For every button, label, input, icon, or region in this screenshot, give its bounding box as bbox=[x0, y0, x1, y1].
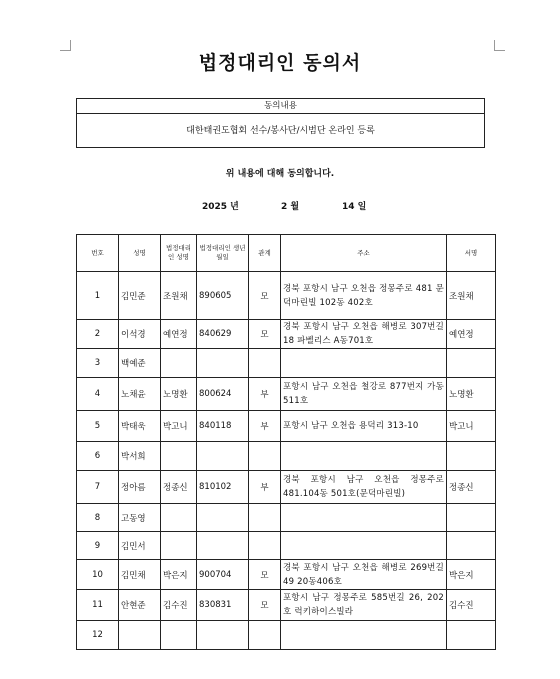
cell-signature bbox=[447, 504, 496, 532]
date-month: 2 월 bbox=[281, 202, 300, 212]
table-row bbox=[77, 411, 496, 442]
cell-address: 경북 포항시 남구 오천읍 해병로 269번길 49 20동406호 bbox=[281, 560, 447, 590]
cell-guardian: 박은지 bbox=[161, 560, 197, 590]
cell-address bbox=[281, 532, 447, 560]
cell-name: 정아름 bbox=[119, 471, 161, 504]
cell-guardian: 김수진 bbox=[161, 590, 197, 621]
cell-name: 노채윤 bbox=[119, 378, 161, 411]
cell-no: 4 bbox=[77, 378, 119, 411]
cell-birth bbox=[197, 621, 249, 650]
document-title: 법정대리인 동의서 bbox=[198, 52, 362, 74]
cell-address bbox=[281, 442, 447, 471]
date-year: 2025 년 bbox=[202, 202, 239, 212]
signature-table bbox=[76, 234, 496, 650]
cell-no: 7 bbox=[77, 471, 119, 504]
cell-birth: 840118 bbox=[197, 411, 249, 442]
cell-guardian bbox=[161, 532, 197, 560]
agree-statement: 위 내용에 대해 동의합니다. bbox=[225, 169, 335, 179]
cell-address: 경북 포항시 남구 오천읍 정몽주로 481.104동 501호(문덕마린빌) bbox=[281, 471, 447, 504]
cell-no: 11 bbox=[77, 590, 119, 621]
cell-relation: 부 bbox=[249, 471, 281, 504]
cell-signature bbox=[447, 532, 496, 560]
cell-guardian bbox=[161, 442, 197, 471]
table-row bbox=[77, 349, 496, 378]
table-row bbox=[77, 471, 496, 504]
cell-no: 5 bbox=[77, 411, 119, 442]
cell-address bbox=[281, 349, 447, 378]
cell-address: 포항시 남구 오천읍 철강로 877번지 가동 511호 bbox=[281, 378, 447, 411]
cell-relation bbox=[249, 442, 281, 471]
cell-signature: 김수진 bbox=[447, 590, 496, 621]
cell-birth bbox=[197, 349, 249, 378]
cell-name: 안현준 bbox=[119, 590, 161, 621]
table-row bbox=[77, 272, 496, 320]
cell-address: 포항시 남구 정몽주로 585번길 26, 202호 럭키하이스빌라 bbox=[281, 590, 447, 621]
table-header-row bbox=[77, 235, 496, 272]
cell-guardian: 예연정 bbox=[161, 320, 197, 349]
cell-relation: 모 bbox=[249, 560, 281, 590]
cell-address: 포항시 남구 오천읍 용덕리 313-10 bbox=[281, 411, 447, 442]
date-day: 14 일 bbox=[342, 202, 367, 212]
cell-signature bbox=[447, 442, 496, 471]
cell-signature: 박고니 bbox=[447, 411, 496, 442]
header-no: 번호 bbox=[77, 235, 119, 272]
header-name: 성명 bbox=[119, 235, 161, 272]
cell-birth: 890605 bbox=[197, 272, 249, 320]
cell-relation: 모 bbox=[249, 320, 281, 349]
table-row bbox=[77, 504, 496, 532]
cell-guardian: 정종신 bbox=[161, 471, 197, 504]
cell-no: 8 bbox=[77, 504, 119, 532]
cell-signature: 박은지 bbox=[447, 560, 496, 590]
header-guardian: 법정대리 인 성명 bbox=[161, 235, 197, 272]
cell-signature bbox=[447, 349, 496, 378]
cell-no: 12 bbox=[77, 621, 119, 650]
consent-content: 대한태권도협회 선수/봉사단/시범단 온라인 등록 bbox=[186, 126, 375, 136]
cell-name: 김민준 bbox=[119, 272, 161, 320]
cell-name: 박태욱 bbox=[119, 411, 161, 442]
table-row bbox=[77, 320, 496, 349]
table-row bbox=[77, 590, 496, 621]
cell-birth: 800624 bbox=[197, 378, 249, 411]
cell-relation: 모 bbox=[249, 590, 281, 621]
cell-birth bbox=[197, 504, 249, 532]
table-row bbox=[77, 442, 496, 471]
header-relation: 관계 bbox=[249, 235, 281, 272]
cell-no: 6 bbox=[77, 442, 119, 471]
table-row bbox=[77, 532, 496, 560]
cell-address: 경북 포항시 남구 오천읍 정몽주로 481 문덕마린빌 102동 402호 bbox=[281, 272, 447, 320]
cell-signature: 조원채 bbox=[447, 272, 496, 320]
cell-name: 백예준 bbox=[119, 349, 161, 378]
cell-signature bbox=[447, 621, 496, 650]
cell-relation bbox=[249, 532, 281, 560]
cell-relation: 모 bbox=[249, 272, 281, 320]
cell-birth: 840629 bbox=[197, 320, 249, 349]
cell-signature: 예연정 bbox=[447, 320, 496, 349]
table-row bbox=[77, 621, 496, 650]
table-row bbox=[77, 378, 496, 411]
cell-relation: 부 bbox=[249, 378, 281, 411]
cell-guardian bbox=[161, 504, 197, 532]
cell-no: 2 bbox=[77, 320, 119, 349]
cell-name: 이석경 bbox=[119, 320, 161, 349]
cell-name: 박서희 bbox=[119, 442, 161, 471]
cell-name: 김민서 bbox=[119, 532, 161, 560]
cell-name bbox=[119, 621, 161, 650]
header-signature: 서명 bbox=[447, 235, 496, 272]
cell-no: 10 bbox=[77, 560, 119, 590]
cell-relation bbox=[249, 349, 281, 378]
cell-relation: 부 bbox=[249, 411, 281, 442]
cell-no: 1 bbox=[77, 272, 119, 320]
cell-guardian bbox=[161, 621, 197, 650]
cell-relation bbox=[249, 621, 281, 650]
consent-header: 동의내용 bbox=[77, 99, 484, 114]
cell-address bbox=[281, 504, 447, 532]
cell-no: 3 bbox=[77, 349, 119, 378]
cell-address: 경북 포항시 남구 오천읍 해병로 307번길18 파벨리스 A동701호 bbox=[281, 320, 447, 349]
cell-birth: 900704 bbox=[197, 560, 249, 590]
cell-name: 고동영 bbox=[119, 504, 161, 532]
table-row bbox=[77, 560, 496, 590]
header-address: 주소 bbox=[281, 235, 447, 272]
cell-signature: 노명환 bbox=[447, 378, 496, 411]
cell-birth: 830831 bbox=[197, 590, 249, 621]
cell-birth bbox=[197, 442, 249, 471]
cell-guardian: 조원채 bbox=[161, 272, 197, 320]
cell-no: 9 bbox=[77, 532, 119, 560]
cell-signature: 정종신 bbox=[447, 471, 496, 504]
cell-relation bbox=[249, 504, 281, 532]
consent-box bbox=[76, 98, 485, 148]
cell-guardian: 박고니 bbox=[161, 411, 197, 442]
cell-guardian bbox=[161, 349, 197, 378]
cell-guardian: 노명환 bbox=[161, 378, 197, 411]
cell-birth: 810102 bbox=[197, 471, 249, 504]
cell-address bbox=[281, 621, 447, 650]
cell-birth bbox=[197, 532, 249, 560]
cell-name: 김민채 bbox=[119, 560, 161, 590]
header-birth: 법정대리인 생년월일 bbox=[197, 235, 249, 272]
